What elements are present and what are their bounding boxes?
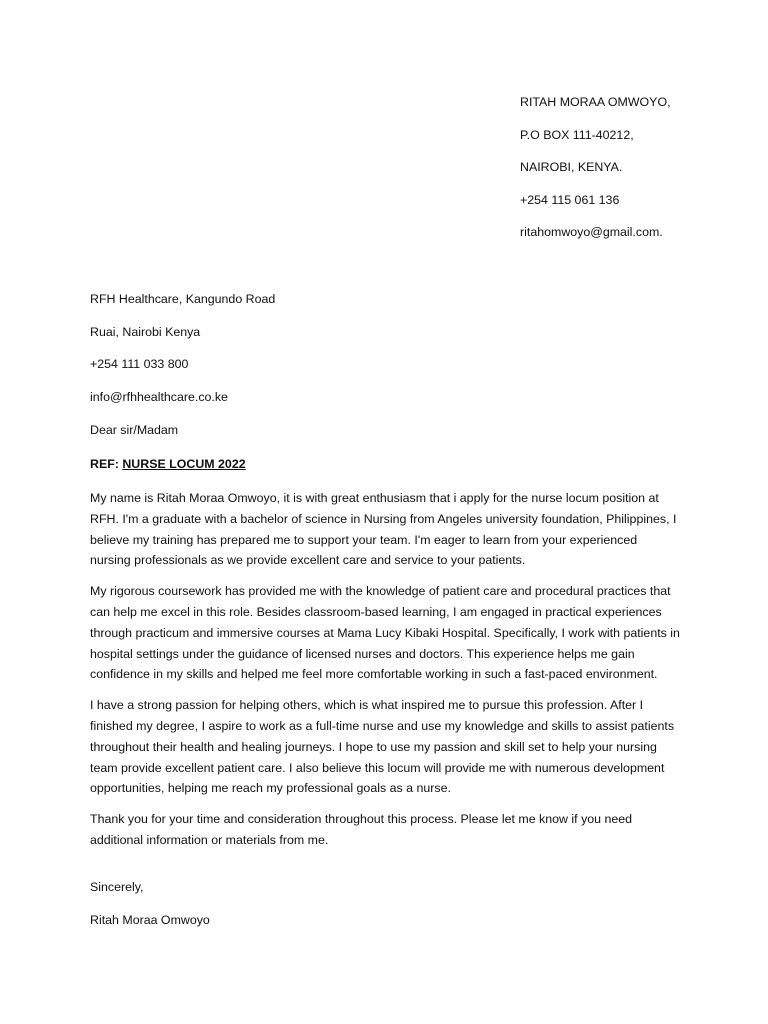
reference-line	[90, 456, 246, 472]
body-paragraph-thanks: Thank you for your time and consideration throughout this process. Please let me know if you need additional information or materials from me.	[90, 812, 633, 847]
sender-city: NAIROBI, KENYA.	[520, 160, 623, 174]
reference-title: NURSE LOCUM 2022	[122, 457, 246, 471]
salutation: Dear sir/Madam	[90, 422, 179, 437]
reference-label: REF:	[90, 457, 123, 471]
body-paragraph-experience: My rigorous coursework has provided me with the knowledge of patient care and procedural practices that can help me excel in this role. Besides classroom-based learning, I am engaged in practical experiences through practicum and immersive courses at Mama Lucy Kibaki Hospital. Specifically, I work with patients in hospital settings under the guidance of licensed nurses and doctors. This experience helps me gain confidence in my skills and helped me feel more comfortable working in such a fast-paced environment.	[90, 584, 680, 682]
recipient-company: RFH Healthcare, Kangundo Road	[90, 292, 276, 306]
letter-body	[90, 488, 680, 861]
sender-po-box: P.O BOX 111-40212,	[520, 127, 634, 142]
body-paragraph-intro: My name is Ritah Moraa Omwoyo, it is with great enthusiasm that i apply for the nurse locum position at RFH. I'm a graduate with a bachelor of science in Nursing from Angeles university foundation, Philippines, I believe my training has prepared me to support your team. I'm eager to learn from your experienced nursing professionals as we provide excellent care and service to your patients.	[90, 491, 677, 568]
sender-address-block	[520, 94, 671, 257]
sender-email: ritahomwoyo@gmail.com.	[520, 225, 663, 239]
recipient-email: info@rfhhealthcare.co.ke	[90, 390, 228, 405]
signature-name: Ritah Moraa Omwoyo	[90, 913, 210, 927]
body-paragraph-motivation: I have a strong passion for helping others, which is what inspired me to pursue this profession. After I finished my degree, I aspire to work as a full-time nurse and use my knowledge and skills to assist patients throughout their health and healing journeys. I hope to use my passion and skill set to help your nursing team provide excellent patient care. I also believe this locum will provide me with numerous development opportunities, helping me reach my professional goals as a nurse.	[90, 698, 675, 796]
sender-phone: +254 115 061 136	[520, 192, 620, 207]
recipient-address-block	[90, 291, 275, 454]
closing: Sincerely,	[90, 880, 144, 894]
sender-name: RITAH MORAA OMWOYO,	[520, 95, 671, 109]
recipient-location: Ruai, Nairobi Kenya	[90, 324, 201, 339]
recipient-phone: +254 111 033 800	[90, 357, 189, 372]
